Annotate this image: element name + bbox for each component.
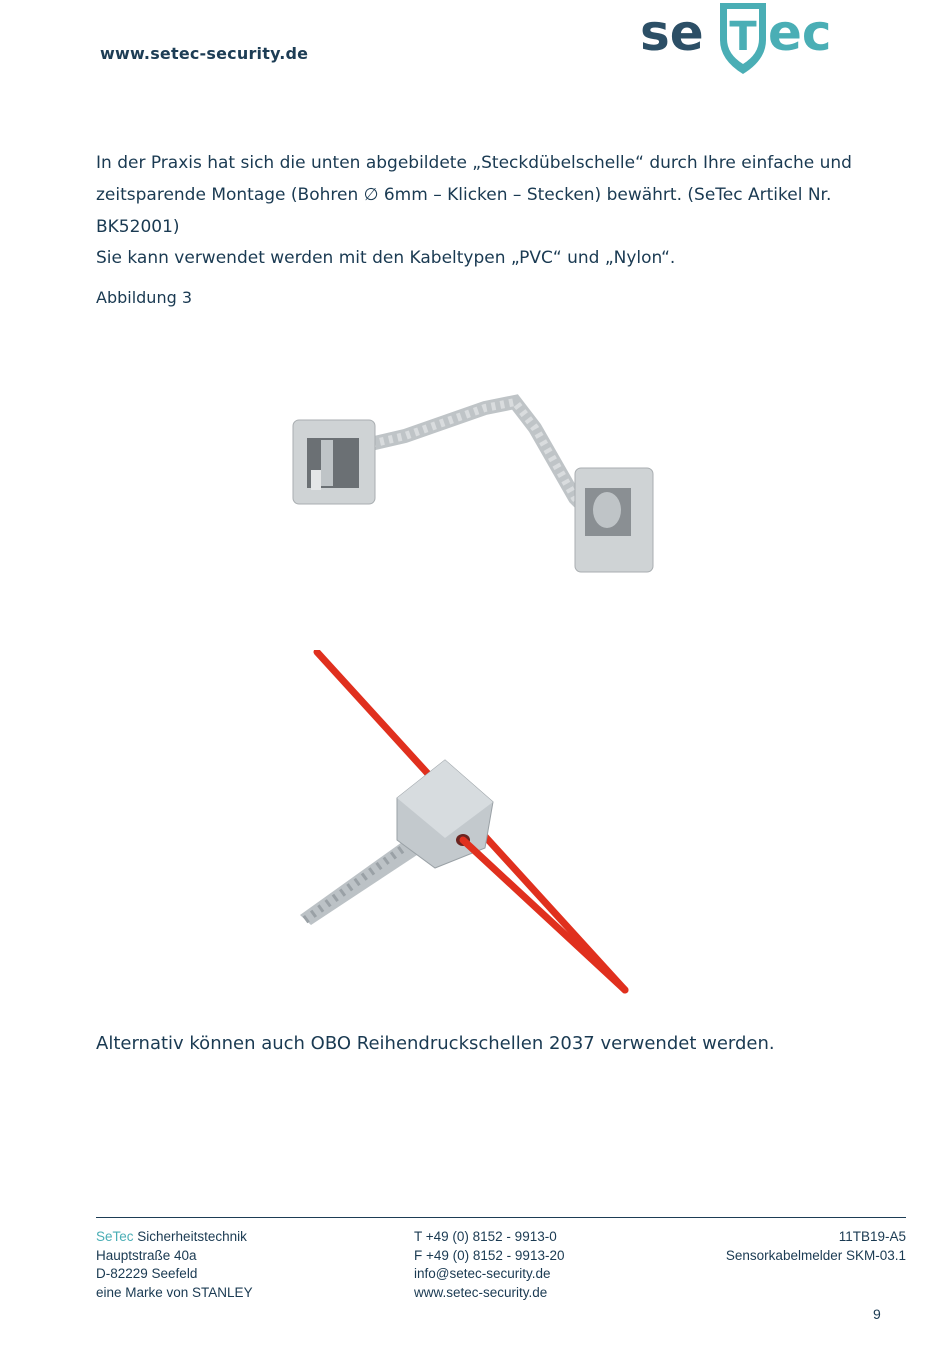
- figure-label: Abbildung 3: [96, 288, 193, 307]
- footer-email-link[interactable]: info@setec-security.de: [414, 1266, 551, 1281]
- clip-with-cable-photo: [285, 650, 663, 995]
- footer-contact-block: [414, 1228, 564, 1302]
- footer-doc-code: 11TB19-A5: [838, 1229, 906, 1244]
- footer-company-rest: Sicherheitstechnik: [133, 1229, 247, 1244]
- footer-address-block: [96, 1228, 253, 1302]
- footer-brand-note: eine Marke von STANLEY: [96, 1284, 253, 1300]
- alternative-product-note: Alternativ können auch OBO Reihendruckschellen 2037 verwendet werden.: [96, 1033, 775, 1054]
- footer-street: Hauptstraße 40a: [96, 1247, 197, 1263]
- logo-shield-letter: T: [729, 14, 757, 60]
- footer-document-block: [726, 1228, 906, 1265]
- footer-phone: T +49 (0) 8152 - 9913-0: [414, 1229, 557, 1244]
- footer-divider: [96, 1217, 906, 1218]
- footer-fax: F +49 (0) 8152 - 9913-20: [414, 1247, 565, 1263]
- logo-text-left: se: [640, 4, 704, 62]
- header-website-url[interactable]: www.setec-security.de: [100, 44, 309, 63]
- logo-text-right: ec: [768, 4, 832, 62]
- footer-company-brand: SeTec: [96, 1229, 134, 1244]
- clip-strip-photo: [285, 388, 665, 578]
- cable-types-paragraph: Sie kann verwendet werden mit den Kabeltypen „PVC“ und „Nylon“.: [96, 248, 676, 268]
- footer-web-link[interactable]: www.setec-security.de: [414, 1284, 548, 1300]
- footer-doc-title: Sensorkabelmelder SKM-03.1: [725, 1247, 906, 1263]
- intro-paragraph: In der Praxis hat sich die unten abgebildete „Steckdübelschelle“ durch Ihre einfache und zeitsparende Montage (Bohren ∅ 6mm – Klicken – Stecken) bewährt. (SeTec Artikel Nr. BK52001): [96, 153, 852, 237]
- page-number: 9: [873, 1306, 881, 1322]
- footer-city: D-82229 Seefeld: [96, 1266, 198, 1281]
- setec-logo: [640, 0, 855, 78]
- footer-company-name: [96, 1228, 253, 1247]
